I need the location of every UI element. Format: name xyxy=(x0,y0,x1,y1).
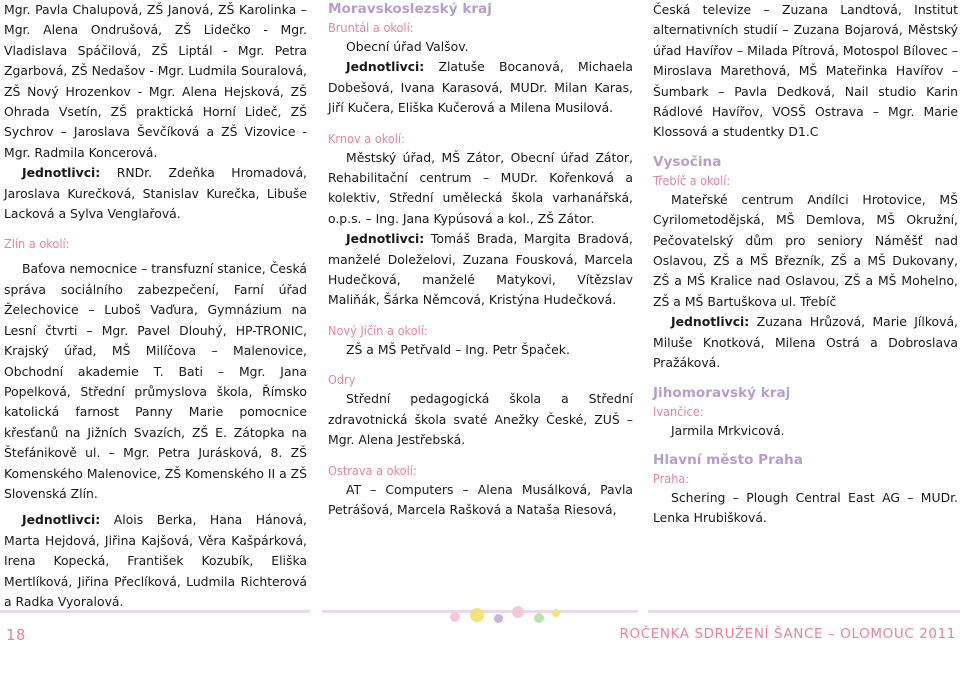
region-heading-vysocina: Vysočina xyxy=(653,153,722,170)
page-number: 18 xyxy=(6,626,26,644)
individuals-text: Tomáš Brada, Margita Bradová, manželé Doleželovi, Zuzana Fousková, Marcela Hudečková, manželé Matykovi, Vítězslav Maliňák, Šárka Němcová, Kristýna Hudečková. xyxy=(328,231,633,308)
decorative-dots xyxy=(448,604,568,634)
individuals-paragraph xyxy=(4,163,307,224)
paragraph: Střední pedagogická škola a Střední zdravotnická škola svaté Anežky České, ZUŠ – Mgr. Alena Jestřebská. xyxy=(328,391,633,448)
individuals-paragraph xyxy=(328,57,633,118)
individuals-paragraph xyxy=(328,229,633,311)
subheading-novy-jicin: Nový Jičín a okolí: xyxy=(328,322,428,338)
decorative-dot xyxy=(552,609,560,617)
decorative-dot xyxy=(450,612,460,622)
individuals-text: RNDr. Zdeňka Hromadová, Jaroslava Kurečková, Stanislav Kurečka, Libuše Lacková a Sylva Venglařová. xyxy=(4,165,307,222)
decorative-dot xyxy=(512,606,524,618)
column-2 xyxy=(328,0,633,520)
subheading-praha: Praha: xyxy=(653,470,690,486)
individuals-label: Jednotlivci: xyxy=(346,59,425,75)
subheading-bruntal: Bruntál a okolí: xyxy=(328,20,414,35)
decorative-dot xyxy=(494,614,503,623)
paragraph: Městský úřad, MŠ Zátor, Obecní úřad Zátor, Rehabilitační centrum – MUDr. Kořenková a kolektiv, Střední umělecká škola varhanářská, o.p.s. – Ing. Jana Kypúsová a kol., ZŠ Zátor. xyxy=(328,149,633,226)
paragraph: Mateřské centrum Andílci Hrotovice, MŠ Cyrilometodějská, MŠ Demlova, MŠ Okružní, Pečovatelský dům pro seniory Náměšť nad Oslavou, ZŠ a MŠ Březník, ZŠ a MŠ Dukovany, ZŠ a MŠ Kralice nad Oslavou, ZŠ a MŠ Mohelno, ZŠ a MŠ Bartuškova ul. Třebíč xyxy=(653,191,958,309)
paragraph: AT – Computers – Alena Musálková, Pavla Petrášová, Marcela Rašková a Nataša Riesová, xyxy=(328,481,633,517)
individuals-label: Jednotlivci: xyxy=(346,231,425,247)
divider xyxy=(0,610,310,613)
subheading-trebic: Třebíč a okolí: xyxy=(653,172,731,188)
individuals-text: Alois Berka, Hana Hánová, Marta Hejdová, Jiřina Kajšová, Věra Kašpárková, Irena Kopecká, František Kozubík, Eliška Mertlíková, Jiřina Přeclíková, Ludmila Richterová a Radka Vyoralová. xyxy=(4,512,307,609)
individuals-paragraph xyxy=(653,312,958,373)
column-1 xyxy=(4,0,307,612)
subheading-ostrava: Ostrava a okolí: xyxy=(328,462,417,478)
decorative-dot xyxy=(534,613,544,623)
paragraph: Obecní úřad Valšov. xyxy=(346,39,469,54)
column-3 xyxy=(653,0,958,529)
decorative-dot xyxy=(470,608,484,622)
subheading-odry: Odry xyxy=(328,372,356,388)
paragraph: Baťova nemocnice – transfuzní stanice, Česká správa sociálního zabezpečení, Farní úřad Želechovice – Luboš Vaďura, Gymnázium na Lesní čtvrti – Mgr. Pavel Dlouhý, HP-TRONIC, Krajský úřad, MŠ Milíčova – Malenovice, Obchodní akademie T. Bati – Mgr. Jana Popelková, Střední průmyslova škola, Římsko katolická farnost Panny Marie pomocnice křesťanů na Jižních Svazích, ZŠ E. Zátopka na Štefánikově ul. – Mgr. Petra Jurásková, 8. ZŠ Komenského Malenovice, ZŠ Komenského II a ZŠ Slovenská Zlín. xyxy=(4,261,307,501)
subheading-ivancice: Ivančice: xyxy=(653,403,704,419)
individuals-label: Jednotlivci: xyxy=(22,165,101,181)
individuals-paragraph xyxy=(4,510,307,612)
divider xyxy=(648,610,960,613)
paragraph: ZŠ a MŠ Petřvald – Ing. Petr Špaček. xyxy=(346,341,570,357)
individuals-text: Zuzana Hrůzová, Marie Jílková, Miluše Knotková, Milena Ostrá a Dobroslava Pražáková. xyxy=(653,314,958,371)
footer-title: ROČENKA SDRUŽENÍ ŠANCE – OLOMOUC 2011 xyxy=(619,626,956,642)
paragraph: Schering – Plough Central East AG – MUDr. Lenka Hrubišková. xyxy=(653,489,958,526)
region-heading-moravskoslezsky: Moravskoslezský kraj xyxy=(328,1,492,17)
individuals-label: Jednotlivci: xyxy=(671,314,750,330)
paragraph: Mgr. Pavla Chalupová, ZŠ Janová, ZŠ Karolinka – Mgr. Alena Ondrušová, ZŠ Lidečko - Mgr. Vladislava Spáčilová, ZŠ Liptál - Mgr. Petra Zgarbová, ZŠ Nedašov - Mgr. Ludmila Souralová, ZŠ Nový Hrozenkov - Mgr. Alena Hejsková, ZŠ Ohrada Vsetín, ZŠ praktická Horní Lideč, ZŠ Sychrov – Jaroslava Ševčíková a ZŠ Vizovice - Mgr. Radmila Koncerová. xyxy=(4,2,307,160)
subheading-zlin: Zlín a okolí: xyxy=(4,236,70,252)
subheading-krnov: Krnov a okolí: xyxy=(328,130,405,146)
region-heading-jihomoravsky: Jihomoravský kraj xyxy=(653,384,791,401)
paragraph: Jarmila Mrkvicová. xyxy=(671,422,785,438)
paragraph: Česká televize – Zuzana Landtová, Institut alternativních studií – Zuzana Bojarová, Městský úřad Havířov – Milada Pítrová, Motospol Bílovec – Miroslava Marethová, MŠ Mateřinka Havířov – Šumbark – Pavla Dedková, Nail studio Karin Rádlové Havířov, VOSŠ Ostrava – Mgr. Marie Klossová a studentky D1.C xyxy=(653,2,958,140)
individuals-text: Zlatuše Bocanová, Michaela Dobešová, Ivana Karasová, MUDr. Milan Karas, Jiří Kučera, Eliška Kučerová a Milena Musilová. xyxy=(328,59,633,116)
individuals-label: Jednotlivci: xyxy=(22,512,101,528)
region-heading-praha: Hlavní město Praha xyxy=(653,451,803,468)
